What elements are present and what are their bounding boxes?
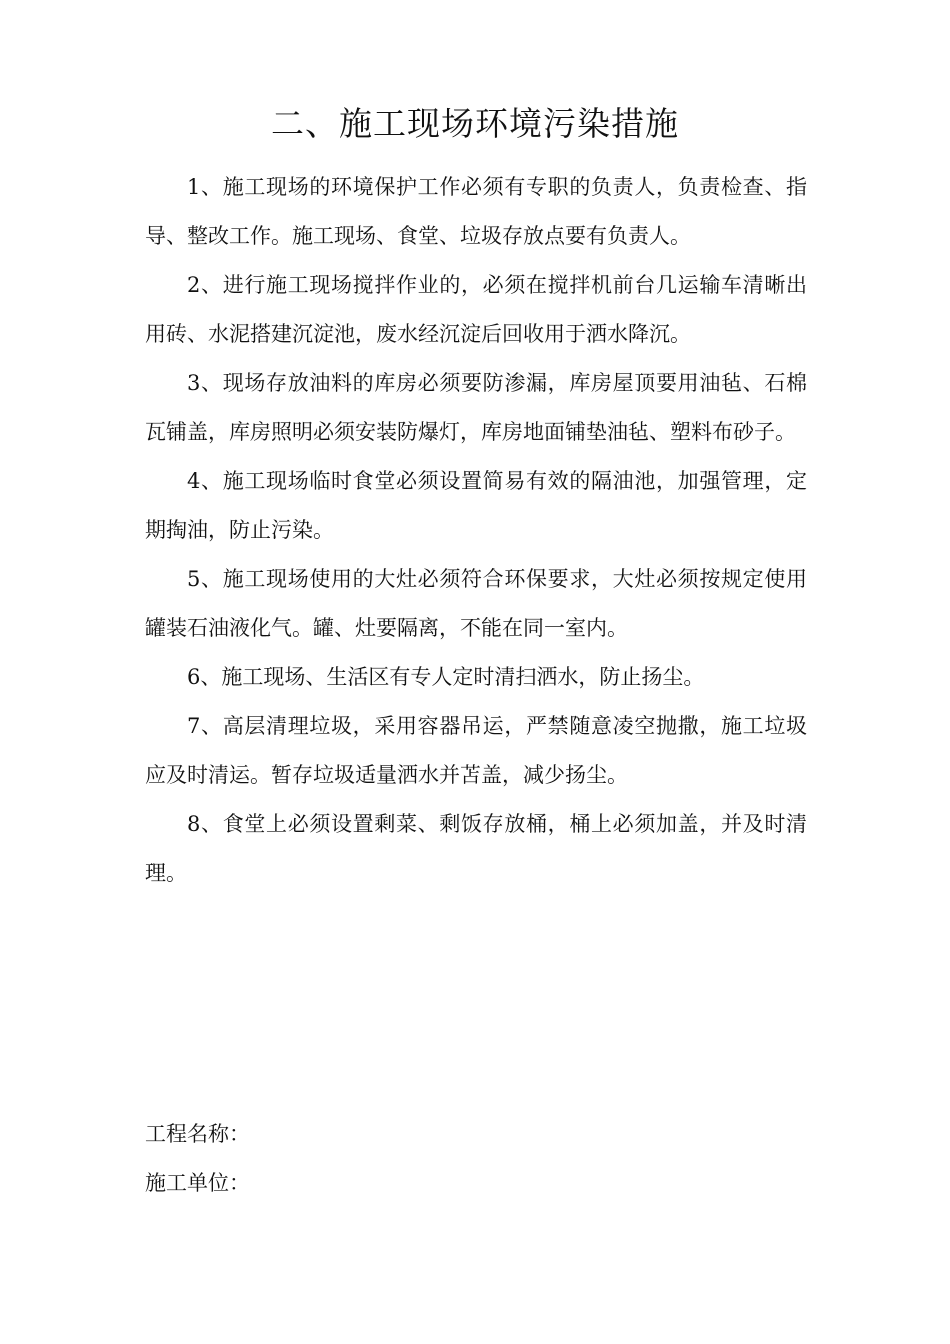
construction-unit-label: 施工单位： (145, 1171, 250, 1195)
paragraph-3: 3、现场存放油料的库房必须要防渗漏，库房屋顶要用油毡、石棉瓦铺盖，库房照明必须安装防爆灯，库房地面铺垫油毡、塑料布砂子。 (145, 371, 807, 444)
document-footer (145, 1110, 807, 1208)
paragraph-8: 8、食堂上必须设置剩菜、剩饭存放桶，桶上必须加盖，并及时清理。 (145, 812, 807, 885)
paragraph-1: 1、施工现场的环境保护工作必须有专职的负责人，负责检查、指导、整改工作。施工现场、食堂、垃圾存放点要有负责人。 (145, 175, 807, 248)
paragraph-4: 4、施工现场临时食堂必须设置简易有效的隔油池，加强管理，定期掏油，防止污染。 (145, 469, 807, 542)
project-name-label: 工程名称： (145, 1122, 250, 1146)
paragraph-2: 2、进行施工现场搅拌作业的，必须在搅拌机前台几运输车清晰出用砖、水泥搭建沉淀池，废水经沉淀后回收用于洒水降沉。 (145, 273, 807, 346)
document-body (145, 163, 807, 898)
paragraph-7: 7、高层清理垃圾，采用容器吊运，严禁随意凌空抛撒，施工垃圾应及时清运。暂存垃圾适量洒水并苫盖，减少扬尘。 (145, 714, 807, 787)
paragraph-5: 5、施工现场使用的大灶必须符合环保要求，大灶必须按规定使用罐装石油液化气。罐、灶要隔离，不能在同一室内。 (145, 567, 807, 640)
paragraph-6: 6、施工现场、生活区有专人定时清扫洒水，防止扬尘。 (187, 665, 705, 689)
document-title: 二、施工现场环境污染措施 (271, 104, 679, 143)
